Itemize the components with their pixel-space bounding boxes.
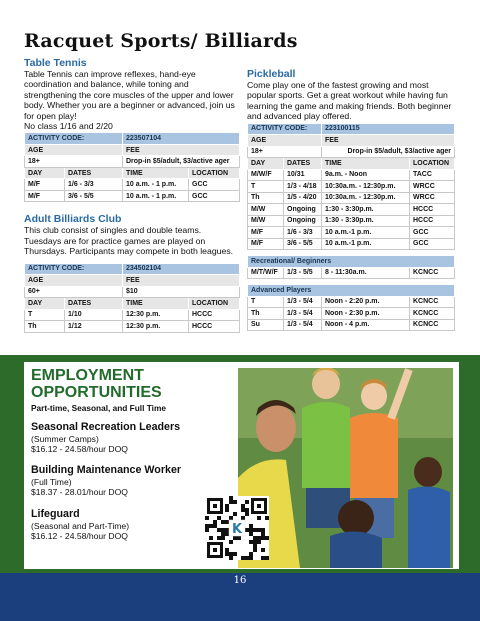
header-dates: DATES — [284, 158, 322, 170]
header-day: DAY — [248, 158, 284, 170]
employment-title-line1: EMPLOYMENT — [31, 367, 144, 384]
fee-label: FEE — [123, 275, 240, 287]
cell-dates: Ongoing — [284, 204, 322, 216]
table-row — [25, 179, 240, 191]
qr-code[interactable] — [205, 496, 269, 560]
cell-time: Noon - 2:20 p.m. — [322, 296, 410, 308]
cell-day: M/F — [248, 227, 284, 239]
fee-value: $10 — [123, 286, 240, 298]
table-row — [248, 181, 455, 193]
cell-time: 10 a.m.-1 p.m. — [322, 238, 410, 250]
cell-day: T — [248, 181, 284, 193]
job-building-maintenance — [31, 464, 181, 498]
pickleball-schedule — [247, 123, 455, 251]
header-day: DAY — [25, 298, 65, 310]
recreational-label: Recreational/ Beginners — [248, 256, 455, 268]
header-day: DAY — [25, 167, 65, 179]
cell-day: M/F — [25, 179, 65, 191]
cell-dates: 1/3 - 5/4 — [284, 308, 322, 320]
age-label: AGE — [25, 275, 123, 287]
job-pay: $16.12 - 24.58/hour DOQ — [31, 531, 128, 542]
activity-code-label: ACTIVITY CODE: — [25, 263, 123, 275]
cell-location: GCC — [410, 238, 455, 250]
header-dates: DATES — [65, 298, 123, 310]
cell-time: 12:30 p.m. — [123, 309, 189, 321]
job-seasonal-recreation — [31, 421, 180, 455]
cell-time: 10:30a.m. - 12:30p.m. — [322, 181, 410, 193]
cell-location: GCC — [410, 227, 455, 239]
header-location: LOCATION — [189, 298, 240, 310]
activity-code: 223100115 — [322, 123, 455, 135]
cell-time: 8 - 11:30a.m. — [322, 267, 410, 279]
table-row — [25, 309, 240, 321]
cell-location: HCCC — [189, 309, 240, 321]
cell-dates: 3/6 - 5/5 — [65, 190, 123, 202]
cell-day: M/W — [248, 215, 284, 227]
cell-day: Th — [25, 321, 65, 333]
fee-label: FEE — [322, 135, 455, 147]
cell-location: WRCC — [410, 192, 455, 204]
qr-logo-letter: K — [231, 522, 243, 537]
cell-dates: 1/6 - 3/3 — [284, 227, 322, 239]
cell-day: Su — [248, 319, 284, 331]
job-title: Building Maintenance Worker — [31, 464, 182, 476]
cell-time: 10:30a.m. - 12:30p.m. — [322, 192, 410, 204]
table-row — [248, 204, 455, 216]
cell-location: WRCC — [410, 181, 455, 193]
pickleball-description: Come play one of the fastest growing and most popular sports. Get a great workout while having fun learning the game and making friends. Both beginner and advanced play offered. — [247, 80, 452, 122]
page-number: 16 — [233, 575, 247, 586]
activity-code-label: ACTIVITY CODE: — [25, 133, 123, 145]
table-row — [248, 238, 455, 250]
cell-location: GCC — [189, 190, 240, 202]
cell-dates: Ongoing — [284, 215, 322, 227]
cell-day: M/F — [25, 190, 65, 202]
age-value: 18+ — [25, 156, 123, 168]
cell-location: HCCC — [410, 215, 455, 227]
cell-dates: 1/12 — [65, 321, 123, 333]
age-label: AGE — [248, 135, 322, 147]
age-label: AGE — [25, 144, 123, 156]
cell-day: M/W/F — [248, 169, 284, 181]
cell-time: Noon - 2:30 p.m. — [322, 308, 410, 320]
header-location: LOCATION — [410, 158, 455, 170]
cell-time: 10 a.m.-1 p.m. — [322, 227, 410, 239]
cell-location: GCC — [189, 179, 240, 191]
billiards-description: This club consist of singles and double teams. Tuesdays are for practice games are played on Thursdays. Participants may compete in both leagues. — [24, 225, 234, 257]
cell-day: M/T/W/F — [248, 267, 284, 279]
table-row — [248, 267, 455, 279]
table-tennis-title: Table Tennis — [24, 57, 87, 69]
billiards-schedule — [24, 263, 240, 333]
cell-time: 1:30 - 3:30p.m. — [322, 204, 410, 216]
table-row — [248, 215, 455, 227]
cell-location: KCNCC — [410, 308, 455, 320]
activity-code: 223507104 — [123, 133, 240, 145]
cell-time: 10 a.m. - 1 p.m. — [123, 190, 189, 202]
cell-dates: 1/3 - 5/4 — [284, 319, 322, 331]
advanced-label: Advanced Players — [248, 285, 455, 297]
fee-label: FEE — [123, 144, 240, 156]
cell-day: Th — [248, 308, 284, 320]
table-row — [248, 319, 455, 331]
cell-time: 1:30 - 3:30p.m. — [322, 215, 410, 227]
header-time: TIME — [123, 298, 189, 310]
employment-title — [31, 368, 162, 401]
cell-day: T — [248, 296, 284, 308]
job-type: (Seasonal and Part-Time) — [31, 521, 130, 531]
fee-value: Drop-in $5/adult, $3/active ager — [123, 156, 240, 168]
cell-location: TACC — [410, 169, 455, 181]
job-type: (Full Time) — [31, 477, 72, 487]
age-value: 60+ — [25, 286, 123, 298]
advanced-schedule — [247, 284, 455, 331]
job-type: (Summer Camps) — [31, 434, 99, 444]
cell-location: HCCC — [189, 321, 240, 333]
employment-subtitle: Part-time, Seasonal, and Full Time — [31, 403, 166, 413]
table-row — [25, 190, 240, 202]
cell-time: Noon - 4 p.m. — [322, 319, 410, 331]
cell-dates: 10/31 — [284, 169, 322, 181]
cell-location: KCNCC — [410, 319, 455, 331]
job-pay: $16.12 - 24.58/hour DOQ — [31, 444, 128, 455]
cell-time: 12:30 p.m. — [123, 321, 189, 333]
activity-code: 234502104 — [123, 263, 240, 275]
header-time: TIME — [322, 158, 410, 170]
page-title: Racquet Sports/ Billiards — [24, 30, 298, 52]
pickleball-title: Pickleball — [247, 68, 296, 80]
cell-time: 9a.m. - Noon — [322, 169, 410, 181]
job-lifeguard — [31, 508, 129, 542]
cell-day: M/W — [248, 204, 284, 216]
cell-dates: 1/10 — [65, 309, 123, 321]
cell-dates: 1/3 - 5/5 — [284, 267, 322, 279]
table-tennis-schedule — [24, 132, 240, 202]
cell-location: KCNCC — [410, 296, 455, 308]
cell-dates: 1/3 - 5/4 — [284, 296, 322, 308]
table-row — [248, 192, 455, 204]
cell-dates: 1/3 - 4/18 — [284, 181, 322, 193]
cell-time: 10 a.m. - 1 p.m. — [123, 179, 189, 191]
job-pay: $18.37 - 28.01/hour DOQ — [31, 487, 128, 498]
kids-photo — [238, 368, 453, 568]
cell-dates: 1/5 - 4/20 — [284, 192, 322, 204]
activity-code-label: ACTIVITY CODE: — [248, 123, 322, 135]
right-column — [247, 68, 455, 331]
fee-value: Drop-in $5/adult, $3/active ager — [322, 146, 455, 158]
cell-dates: 3/6 - 5/5 — [284, 238, 322, 250]
cell-dates: 1/6 - 3/3 — [65, 179, 123, 191]
qr-code-graphic — [205, 496, 269, 560]
header-dates: DATES — [65, 167, 123, 179]
table-tennis-description: Table Tennis can improve reflexes, hand-eye coordination and balance, while toning and strengthening the core muscles of the upper and lower body. Whether you are a beginner or advanced, join us for open play! — [24, 69, 235, 121]
cell-day: T — [25, 309, 65, 321]
employment-title-line2: OPPORTUNITIES — [31, 383, 162, 401]
table-row — [248, 308, 455, 320]
cell-day: Th — [248, 192, 284, 204]
cell-day: M/F — [248, 238, 284, 250]
cell-location: KCNCC — [410, 267, 455, 279]
left-column — [24, 57, 240, 333]
job-title: Seasonal Recreation Leaders — [31, 421, 181, 433]
header-time: TIME — [123, 167, 189, 179]
billiards-title: Adult Billiards Club — [24, 213, 122, 226]
table-tennis-note: No class 1/16 and 2/20 — [24, 121, 113, 132]
age-value: 18+ — [248, 146, 322, 158]
table-row — [248, 169, 455, 181]
table-row — [25, 321, 240, 333]
header-location: LOCATION — [189, 167, 240, 179]
job-title: Lifeguard — [31, 508, 80, 520]
kids-photo-illustration — [238, 368, 453, 568]
recreational-schedule — [247, 255, 455, 279]
table-row — [248, 227, 455, 239]
cell-location: HCCC — [410, 204, 455, 216]
table-row — [248, 296, 455, 308]
